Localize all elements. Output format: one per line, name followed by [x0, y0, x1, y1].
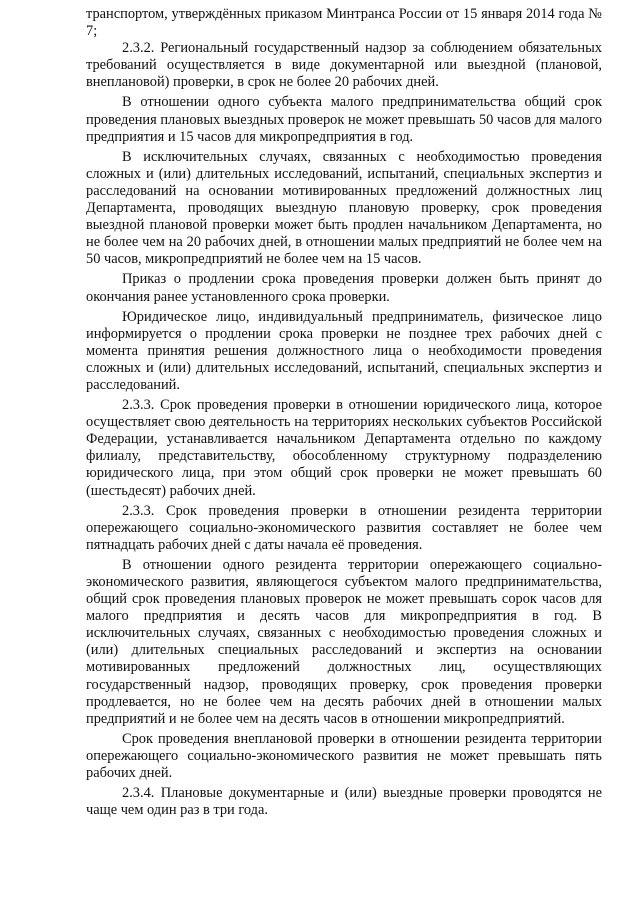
paragraph-notification: Юридическое лицо, индивидуальный предприниматель, физическое лицо информируется о продлении срока проверки не позднее трех рабочих дней с момента принятия решения должностного лица о необходимости проведения сложных и (или) длительных исследований, испытаний, специальных экспертиз и расследований.	[86, 308, 602, 393]
paragraph-2-3-2-regional-supervision: 2.3.2. Региональный государственный надзор за соблюдением обязательных требований осуществляется в виде документарной или выездной (плановой, внеплановой) проверки, в срок не более 20 рабочих дней.	[86, 40, 602, 91]
paragraph-2-3-3-multiple-regions: 2.3.3. Срок проведения проверки в отношении юридического лица, которое осуществляет свою деятельность на территориях нескольких субъектов Российской Федерации, устанавливается начальником Департамента отдельно по каждому филиалу, представительству, обособленному структурному подразделению юридического лица, при этом общий срок проверки не может превышать 60 (шестьдесят) рабочих дней.	[86, 397, 602, 499]
paragraph-unscheduled-inspection: Срок проведения внеплановой проверки в отношении резидента территории опережающего социально-экономического развития не может превышать пять рабочих дней.	[86, 730, 602, 782]
paragraph-resident-small-business: В отношении одного резидента территории опережающего социально-экономического развития, являющегося субъектом малого предпринимательства, общий срок проведения плановых проверок не может превышать сорок часов для малого предприятия и десять часов для микропредприятия в год. В исключительных случаях, связанных с необходимостью проведения сложных и (или) длительных специальных расследований и экспертиз на основании мотивированных предложений должностных лиц, осуществляющих государственный надзор, проводящих проверку, срок проведения проверки продлевается, но не более чем на десять рабочих дней в отношении малых предприятий и не более чем на десять часов в отношении микропредприятий.	[86, 556, 602, 727]
paragraph-2-3-3-resident-term: 2.3.3. Срок проведения проверки в отношении резидента территории опережающего социально-экономического развития составляет не более чем пятнадцать рабочих дней с даты начала её проведения.	[86, 502, 602, 553]
paragraph-extension-order: Приказ о продлении срока проведения проверки должен быть принят до окончания ранее установленного срока проверки.	[86, 271, 602, 305]
paragraph-2-3-4-frequency: 2.3.4. Плановые документарные и (или) выездные проверки проводятся не чаще чем один раз в три года.	[86, 785, 602, 819]
paragraph-continuation: транспортом, утверждённых приказом Минтранса России от 15 января 2014 года № 7;	[86, 6, 602, 40]
paragraph-exceptional-cases: В исключительных случаях, связанных с необходимостью проведения сложных и (или) длительных исследований, испытаний, специальных экспертиз и расследований на основании мотивированных предложений должностных лиц Департамента, проводящих выездную плановую проверку, срок проведения выездной плановой проверки может быть продлен начальником Департамента, но не более чем на 20 рабочих дней, в отношении малых предприятий не более чем на 50 часов, микропредприятий не более чем на 15 часов.	[86, 148, 602, 268]
document-page	[86, 6, 602, 819]
paragraph-small-business-limit: В отношении одного субъекта малого предпринимательства общий срок проведения плановых выездных проверок не может превышать 50 часов для малого предприятия и 15 часов для микропредприятия в год.	[86, 94, 602, 145]
